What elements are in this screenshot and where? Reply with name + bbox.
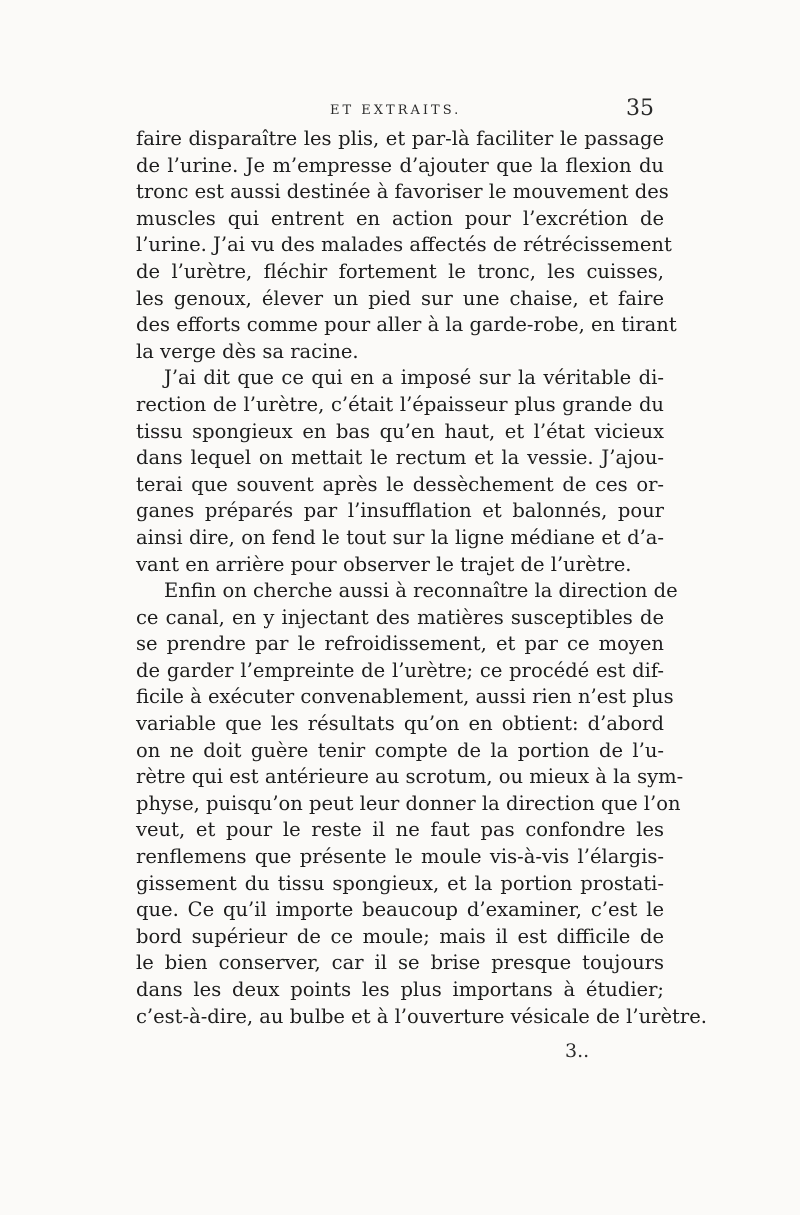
- text-line: tissu spongieux en bas qu’en haut, et l’état vicieux: [136, 419, 664, 443]
- text-line: variable que les résultats qu’on en obtient: d’abord: [136, 712, 664, 736]
- text-line: le bien conserver, car il se brise presque toujours: [136, 951, 664, 975]
- text-line: se prendre par le refroidissement, et par ce moyen: [136, 632, 664, 656]
- text-line: ganes préparés par l’insufflation et balonnés, pour: [136, 499, 664, 523]
- text-line: Enfin on cherche aussi à reconnaître la direction de: [164, 579, 678, 603]
- text-line: l’urine. J’ai vu des malades affectés de rétrécissement: [136, 233, 672, 257]
- signature-mark: 3..: [565, 1040, 590, 1062]
- text-line: renflemens que présente le moule vis-à-vis l’élargis-: [136, 845, 664, 869]
- text-line: dans les deux points les plus importans à étudier;: [136, 978, 664, 1001]
- text-line: veut, et pour le reste il ne faut pas confondre les: [136, 818, 664, 842]
- text-line: ficile à exécuter convenablement, aussi rien n’est plus: [136, 685, 674, 709]
- text-line: ainsi dire, on fend le tout sur la ligne médiane et d’a-: [136, 525, 664, 549]
- text-line: gissement du tissu spongieux, et la portion prostati-: [136, 871, 664, 895]
- text-line: que. Ce qu’il importe beaucoup d’examiner, c’est le: [136, 898, 664, 922]
- text-line: les genoux, élever un pied sur une chaise, et faire: [136, 286, 664, 310]
- text-line: la verge dès sa racine.: [136, 339, 359, 363]
- text-line: de l’urine. Je m’empresse d’ajouter que la flexion du: [136, 153, 664, 177]
- text-line: de l’urètre, fléchir fortement le tronc, les cuisses,: [136, 259, 664, 283]
- text-line: vant en arrière pour observer le trajet de l’urètre.: [136, 552, 632, 576]
- text-line: on ne doit guère tenir compte de la portion de l’u-: [136, 738, 664, 762]
- text-line: physe, puisqu’on peut leur donner la direction que l’on: [136, 791, 681, 815]
- text-line: muscles qui entrent en action pour l’excrétion de: [136, 206, 664, 230]
- text-line: J’ai dit que ce qui en a imposé sur la véritable di-: [164, 366, 664, 390]
- text-line: terai que souvent après le dessèchement de ces or-: [136, 472, 664, 496]
- text-line: tronc est aussi destinée à favoriser le mouvement des: [136, 180, 669, 204]
- text-line: faire disparaître les plis, et par-là faciliter le passage: [136, 127, 664, 150]
- text-line: ce canal, en y injectant des matières susceptibles de: [136, 605, 664, 629]
- text-line: bord supérieur de ce moule; mais il est difficile de: [136, 924, 664, 948]
- text-line: des efforts comme pour aller à la garde-robe, en tirant: [136, 313, 677, 337]
- text-line: dans lequel on mettait le rectum et la vessie. J’ajou-: [136, 446, 664, 470]
- text-line: de garder l’empreinte de l’urètre; ce procédé est dif-: [136, 658, 664, 682]
- text-line: rètre qui est antérieure au scrotum, ou mieux à la sym-: [136, 765, 684, 789]
- text-line: c’est-à-dire, au bulbe et à l’ouverture vésicale de l’urètre.: [136, 1004, 707, 1028]
- running-head: ET EXTRAITS.: [330, 103, 462, 118]
- body-text: [136, 126, 707, 1030]
- page-number: 35: [626, 96, 654, 121]
- text-line: rection de l’urètre, c’était l’épaisseur plus grande du: [136, 392, 664, 416]
